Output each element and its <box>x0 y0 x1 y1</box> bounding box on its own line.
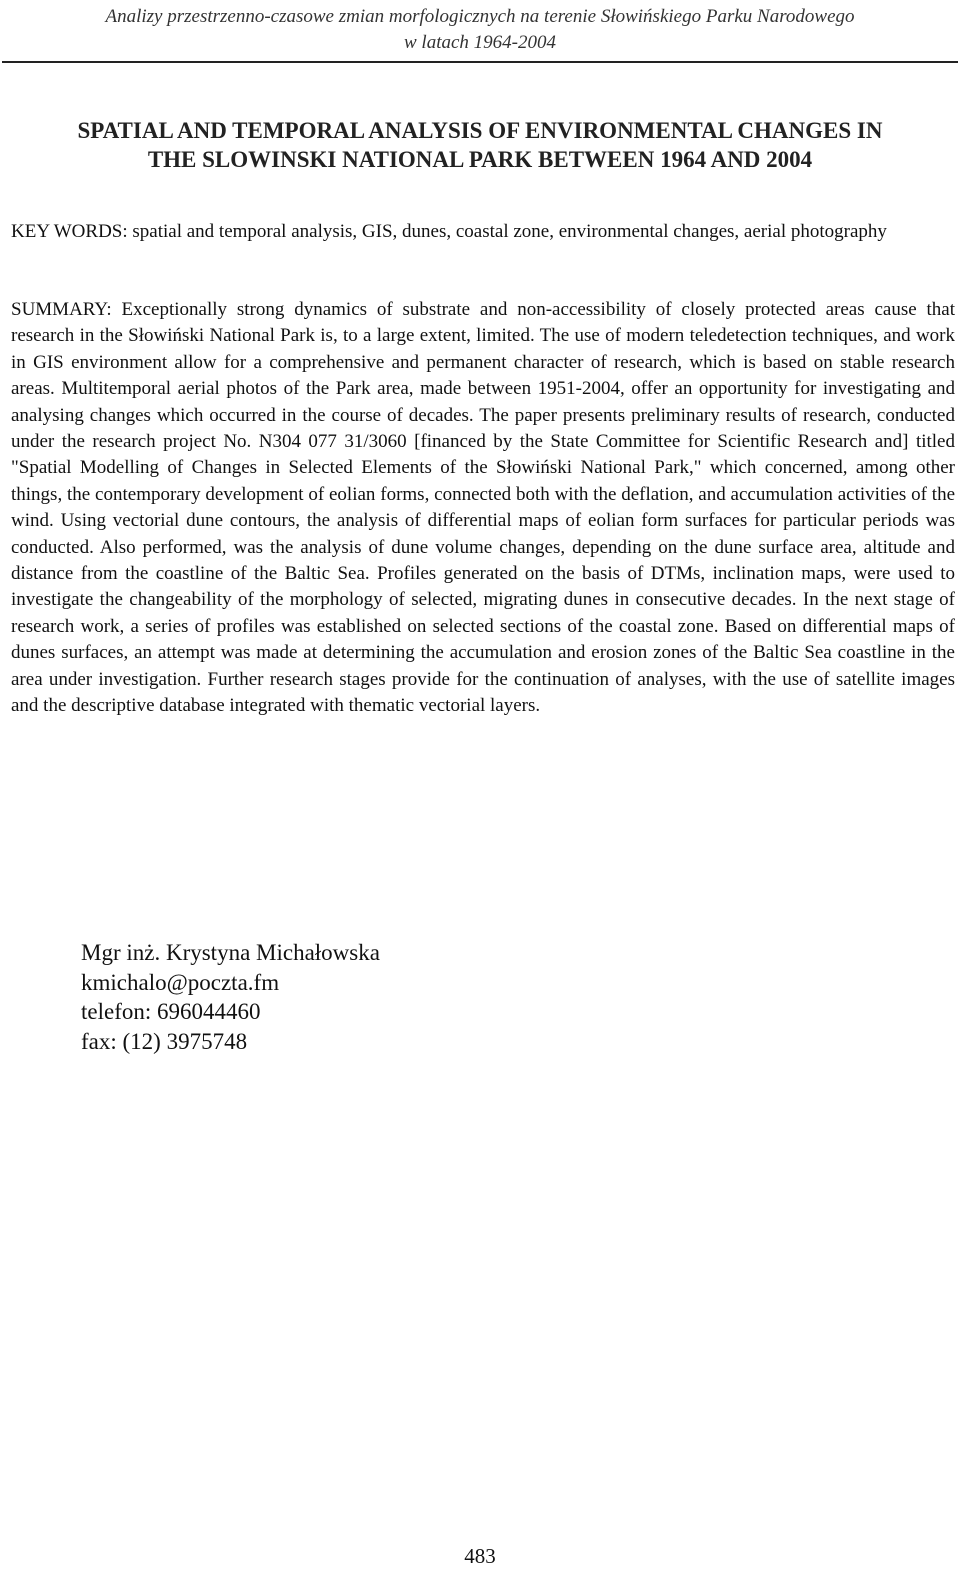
author-phone: telefon: 696044460 <box>81 999 261 1024</box>
summary-paragraph: SUMMARY: Exceptionally strong dynamics of substrate and non-accessibility of closely protected areas cause that research in the Słowiński National Park is, to a large extent, limited. The use of modern teledetection techniques, and work in GIS environment allow for a comprehensive and permanent character of research, which is based on stable research areas. Multitemporal aerial photos of the Park area, made between 1951-2004, offer an opportunity for investigating and analysing changes which occurred in the course of decades. The paper presents preliminary results of research, conducted under the research project No. N304 077 31/3060 [financed by the State Committee for Scientific Research and] titled "Spatial Modelling of Changes in Selected Elements of the Słowiński National Park," which concerned, among other things, the contemporary development of eolian forms, connected both with the deflation, and accumulation activities of the wind. Using vectorial dune contours, the analysis of differential maps of eolian form surfaces for particular periods was conducted. Also performed, was the analysis of dune volume changes, depending on the dune surface area, altitude and distance from the coastline of the Baltic Sea. Profiles generated on the basis of DTMs, inclination maps, were used to investigate the changeability of the morphology of selected, migrating dunes in consecutive decades. In the next stage of research work, a series of profiles was established on selected sections of the coastal zone. Based on differential maps of dunes surfaces, an attempt was made at determining the accumulation and erosion zones of the Baltic Sea coastline in the area under investigation. Further research stages provide for the continuation of analyses, with the use of satellite images and the descriptive database integrated with thematic vectorial layers. <box>11 299 955 717</box>
page-number: 483 <box>464 1544 496 1568</box>
running-header-line-2: w latach 1964-2004 <box>404 32 556 53</box>
paper-title-line-2: THE SLOWINSKI NATIONAL PARK BETWEEN 1964 AND 2004 <box>147 147 813 172</box>
author-name: Mgr inż. Krystyna Michałowska <box>81 940 380 965</box>
author-email: kmichalo@poczta.fm <box>81 969 280 995</box>
author-fax: fax: (12) 3975748 <box>81 1028 248 1054</box>
author-contact-block <box>81 938 380 1056</box>
running-header <box>0 4 960 56</box>
paper-title <box>0 116 960 174</box>
running-header-line-1: Analizy przestrzenno-czasowe zmian morfologicznych na terenie Słowińskiego Parku Narodowego <box>105 6 855 27</box>
header-divider <box>2 61 958 63</box>
paper-title-line-1: SPATIAL AND TEMPORAL ANALYSIS OF ENVIRONMENTAL CHANGES IN <box>77 118 883 143</box>
keywords-paragraph: KEY WORDS: spatial and temporal analysis, GIS, dunes, coastal zone, environmental changes, aerial photography <box>11 221 887 242</box>
